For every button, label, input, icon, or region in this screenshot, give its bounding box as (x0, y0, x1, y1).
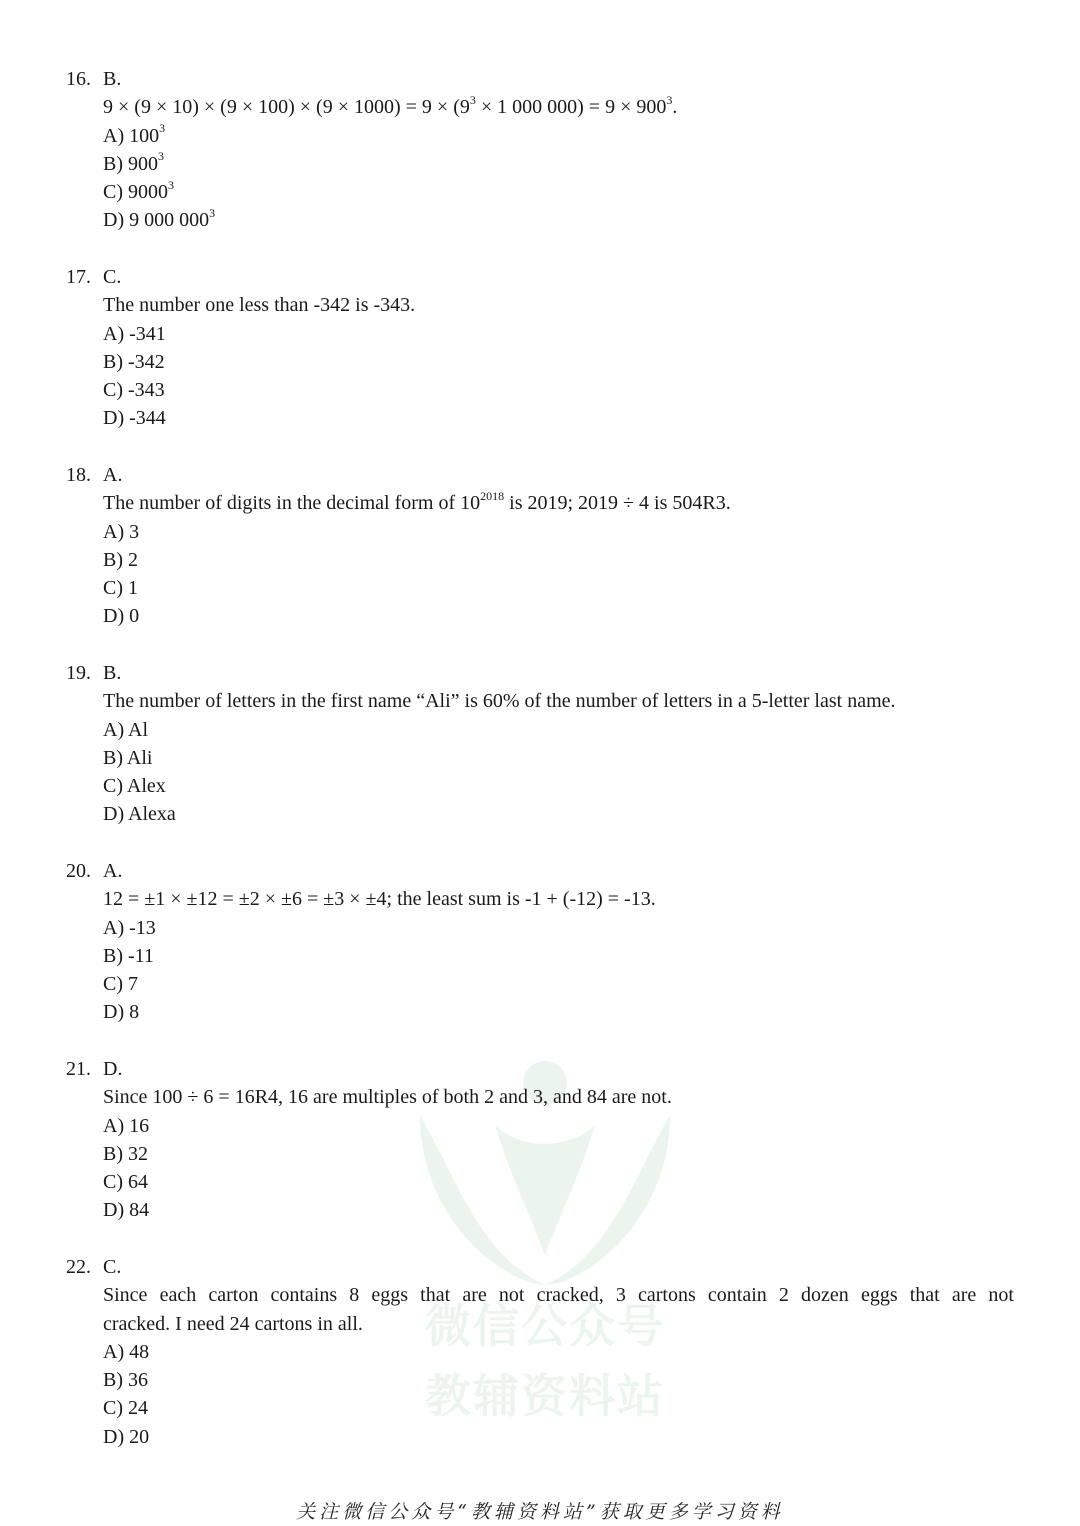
option-a: A) 3 (103, 520, 140, 543)
problem-17 (66, 263, 1026, 433)
problem-number: 20. (66, 860, 91, 882)
option-a: A) Al (103, 718, 148, 741)
problem-explanation: $9 \times (9 \times 10) \times (9 \times 100) \times (9 \times 1000) = 9 \times (9^3 \times 1$ 000 $000) = 9 \times 900^3$. (103, 92, 678, 119)
option-d: D) 0 (103, 605, 140, 628)
problem-answer: A. (103, 464, 123, 486)
problem-answer: B. (103, 68, 122, 90)
option-c: C) 64 (103, 1171, 148, 1194)
option-c: C) 24 (103, 1397, 148, 1420)
problem-number: 21. (66, 1058, 91, 1080)
option-c: C) 7 (103, 973, 138, 996)
option-c: C) Alex (103, 775, 166, 798)
option-c: C) 9000$^3$ (103, 177, 174, 204)
footer-note: 关注微信公众号“教辅资料站”获取更多学习资料 (296, 1501, 784, 1523)
problem-20 (66, 857, 1026, 1027)
option-b: B) 36 (103, 1369, 148, 1392)
option-d: D) 20 (103, 1425, 150, 1448)
option-b: B) 2 (103, 548, 138, 571)
problem-number: 17. (66, 266, 91, 288)
problem-explanation: Since 100 ÷ 6 = 16R4, 16 are multiples of both 2 and 3, and 84 are not. (103, 1086, 672, 1109)
problem-number: 16. (66, 68, 91, 90)
option-a: A) -341 (103, 322, 166, 345)
problem-explanation-line-1: Since each carton contains 8 eggs that are not cracked, 3 cartons contain 2 dozen eggs that are not (103, 1284, 1014, 1307)
option-a: A) 16 (103, 1114, 150, 1137)
option-c: C) -343 (103, 379, 165, 402)
option-d: D) 9 000 $000^3$ (103, 205, 216, 232)
problem-answer: B. (103, 662, 122, 684)
problem-number: 19. (66, 662, 91, 684)
problem-21 (66, 1055, 1026, 1225)
problem-answer: A. (103, 860, 123, 882)
problem-number: 22. (66, 1256, 91, 1278)
problem-answer: C. (103, 266, 122, 288)
problem-explanation: The number of digits in the decimal form of $10^{2018}$ is 2019; 2019 ÷ 4 is 504R3. (103, 488, 731, 515)
problem-explanation: 12 = ±1 × ±12 = ±2 × ±6 = ±3 × ±4; the least sum is -1 + (-12) = -13. (103, 888, 656, 911)
option-d: D) 8 (103, 1001, 140, 1024)
option-b: B) $900^3$ (103, 149, 164, 175)
problem-answer: C. (103, 1256, 122, 1278)
problem-19 (66, 659, 1026, 829)
option-d: D) 84 (103, 1199, 150, 1222)
option-c: C) 1 (103, 577, 138, 600)
problem-18 (66, 461, 1026, 631)
option-b: B) -342 (103, 350, 165, 373)
problem-answer: D. (103, 1058, 123, 1080)
problem-number: 18. (66, 464, 91, 486)
problem-explanation: The number of letters in the first name “Ali” is 60% of the number of letters in a 5-letter last name. (103, 690, 896, 713)
problem-16 (66, 65, 1026, 235)
watermark-line-2: 教辅资料站 (425, 1369, 665, 1423)
watermark-line-1: 微信公众号 (425, 1299, 665, 1353)
option-b: B) Ali (103, 746, 153, 769)
option-a: A) -13 (103, 916, 156, 939)
option-a: A) 48 (103, 1340, 150, 1363)
option-a: A) $100^3$ (103, 120, 166, 147)
option-d: D) Alexa (103, 803, 176, 826)
problem-explanation: The number one less than -342 is -343. (103, 294, 416, 317)
option-d: D) -344 (103, 407, 166, 430)
option-b: B) 32 (103, 1142, 148, 1165)
problem-explanation-line-2: cracked. I need 24 cartons in all. (103, 1312, 363, 1335)
option-b: B) -11 (103, 944, 154, 967)
problem-22 (66, 1253, 1026, 1451)
